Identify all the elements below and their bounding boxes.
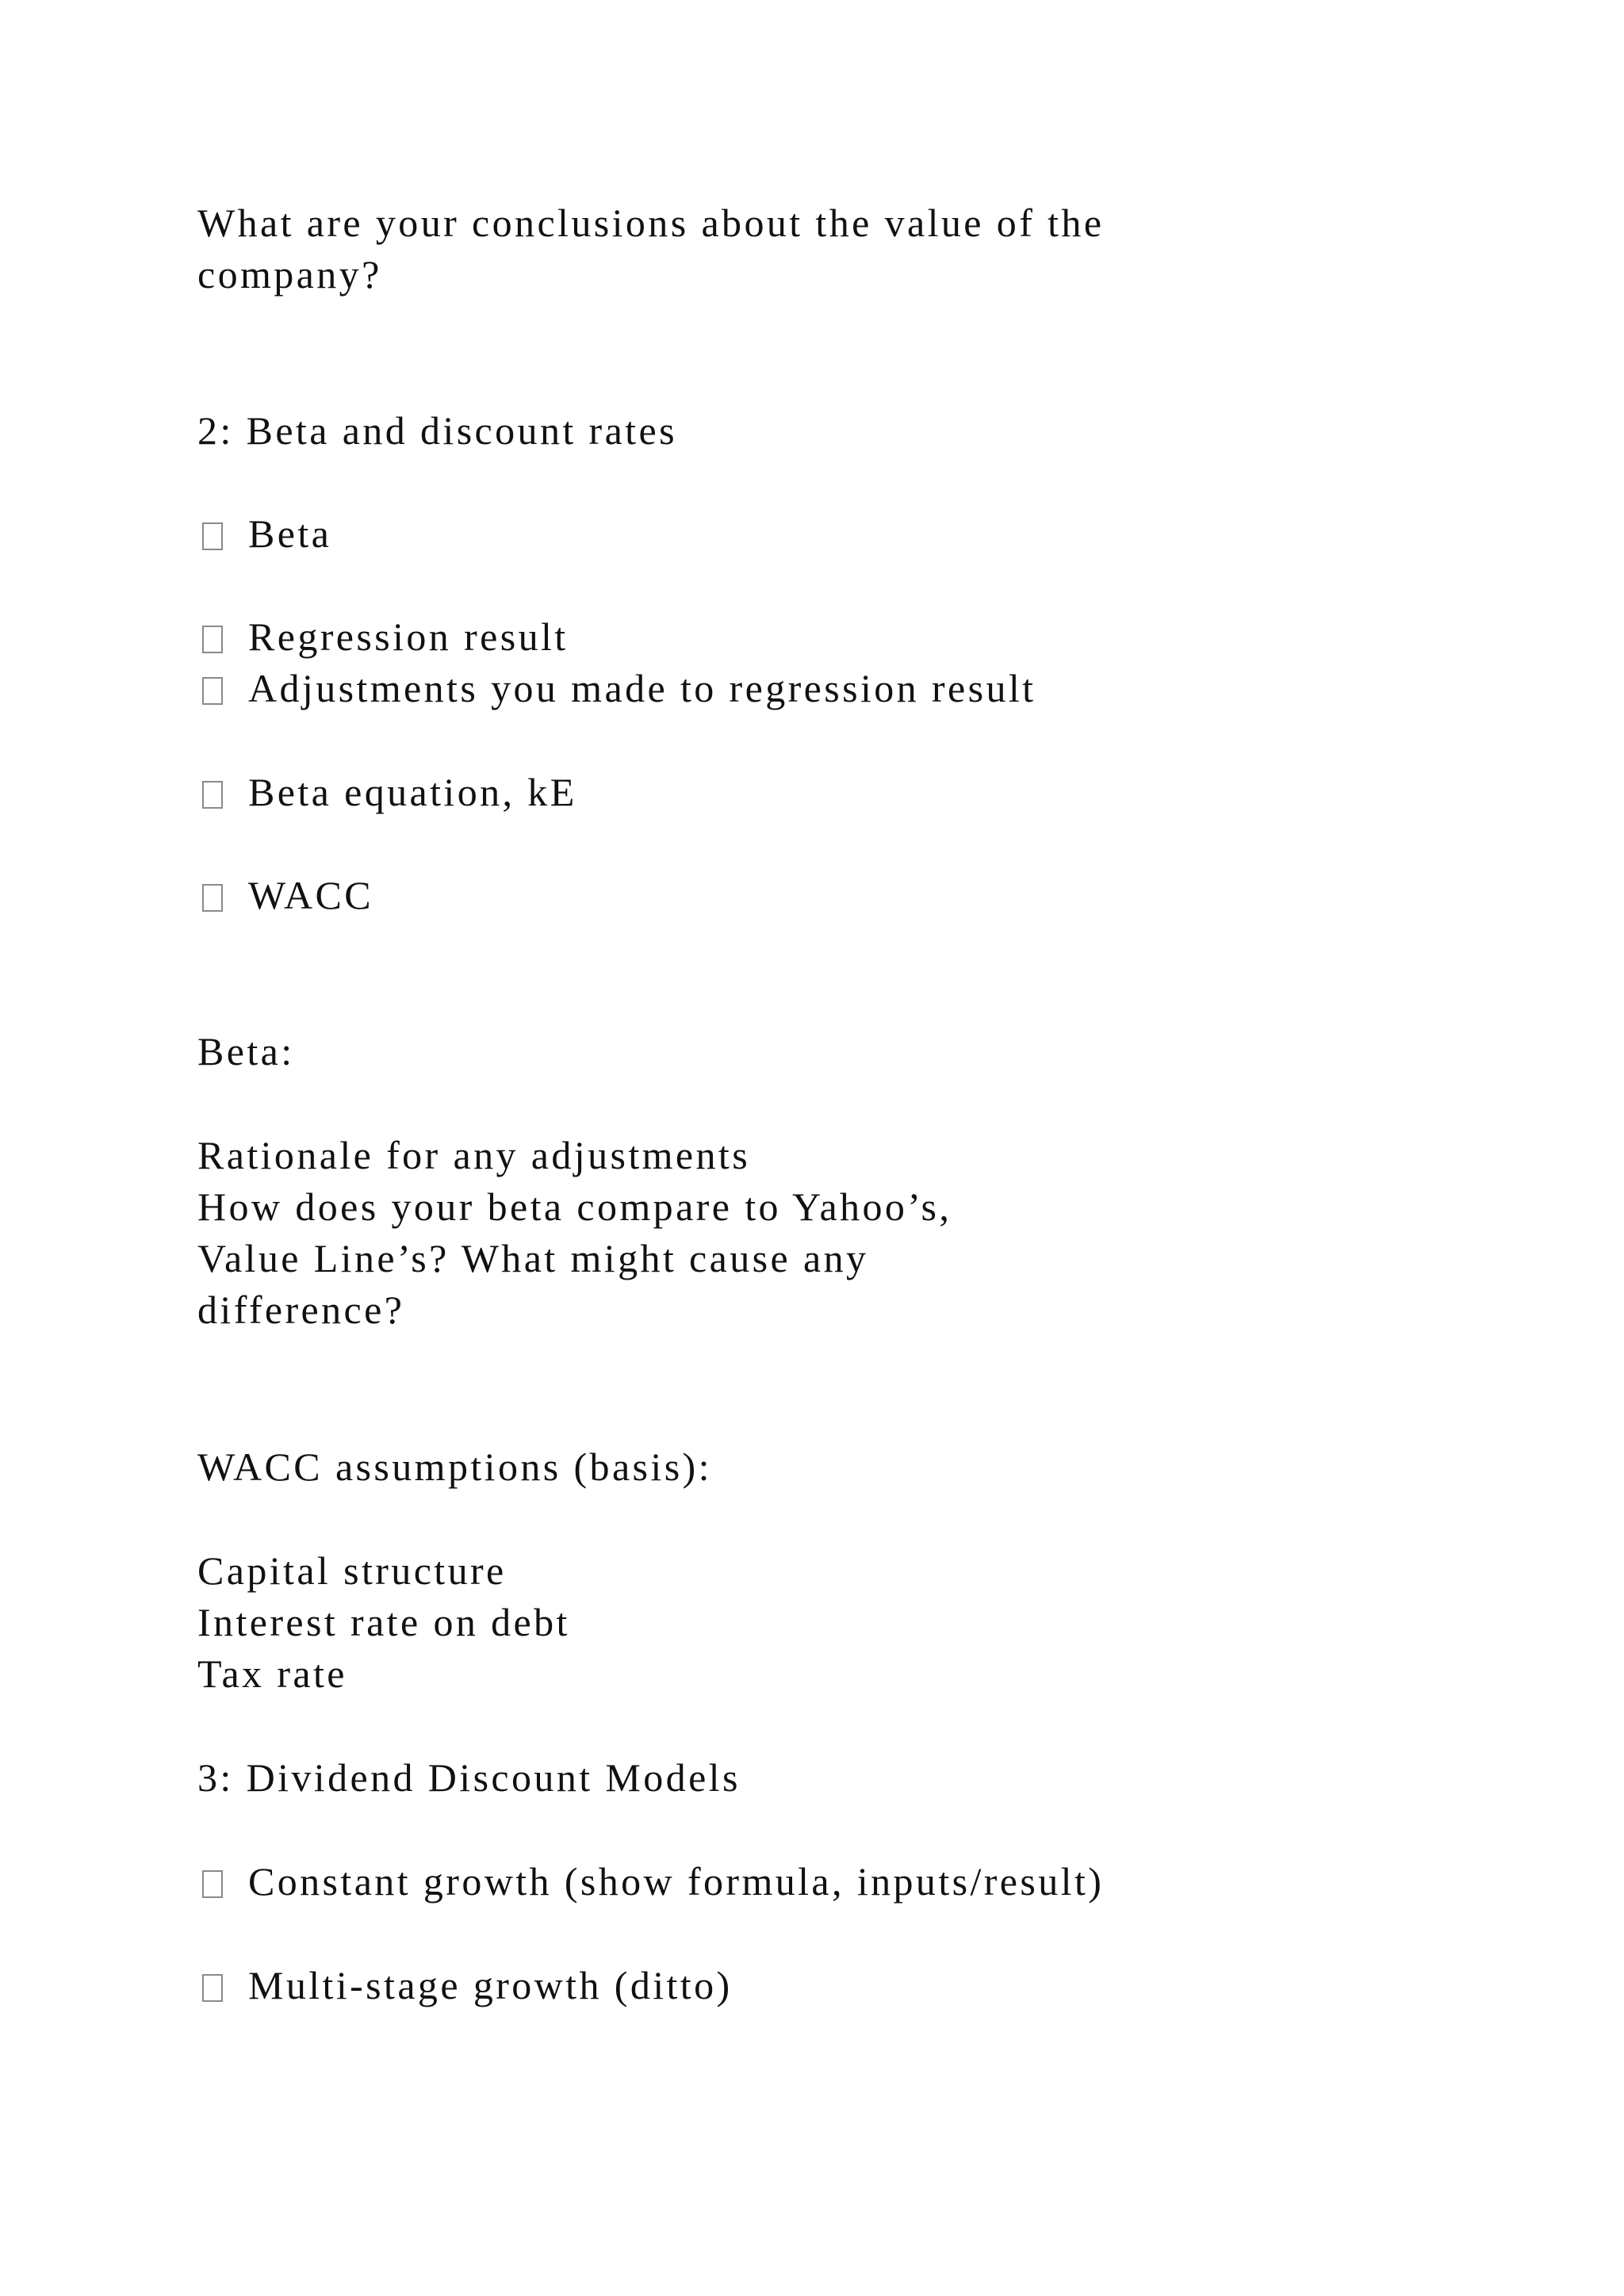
bullet-box-icon <box>202 522 223 550</box>
bullet-label: Multi-stage growth (ditto) <box>248 1963 733 2007</box>
bullet-box-icon <box>202 1870 223 1898</box>
bullet-box-icon <box>202 677 223 705</box>
bullet-item-beta-equation <box>197 766 577 818</box>
beta-rationale: Rationale for any adjustments <box>197 1133 751 1177</box>
beta-compare-line-3: difference? <box>197 1288 405 1332</box>
wacc-assumptions-label: WACC assumptions (basis): <box>197 1445 712 1489</box>
bullet-item-constant-growth <box>197 1855 1104 1908</box>
bullet-label: Adjustments you made to regression result <box>248 666 1036 710</box>
bullet-item-beta <box>197 507 331 560</box>
bullet-box-icon <box>202 884 223 912</box>
section-2-heading: 2: Beta and discount rates <box>197 408 677 453</box>
bullet-box-icon <box>202 781 223 809</box>
beta-compare-line-1: How does your beta compare to Yahoo’s, <box>197 1184 952 1229</box>
bullet-item-regression-result <box>197 610 569 663</box>
wacc-tax-rate: Tax rate <box>197 1651 347 1696</box>
intro-question-line-1: What are your conclusions about the value of the <box>197 201 1105 245</box>
beta-compare-line-2: Value Line’s? What might cause any <box>197 1236 869 1280</box>
bullet-label: Regression result <box>248 614 569 659</box>
bullet-item-wacc <box>197 869 373 921</box>
bullet-label: WACC <box>248 873 374 917</box>
wacc-capital-structure: Capital structure <box>197 1548 507 1593</box>
section-3-heading: 3: Dividend Discount Models <box>197 1755 741 1800</box>
intro-question-line-2: company? <box>197 252 382 297</box>
bullet-label: Beta <box>248 511 332 556</box>
bullet-box-icon <box>202 1974 223 2002</box>
bullet-box-icon <box>202 626 223 653</box>
bullet-label: Beta equation, kE <box>248 770 577 814</box>
bullet-item-adjustments <box>197 662 1036 714</box>
bullet-item-multi-stage <box>197 1959 733 2011</box>
bullet-label: Constant growth (show formula, inputs/result) <box>248 1859 1105 1904</box>
wacc-interest-rate: Interest rate on debt <box>197 1600 570 1644</box>
beta-label: Beta: <box>197 1029 295 1073</box>
